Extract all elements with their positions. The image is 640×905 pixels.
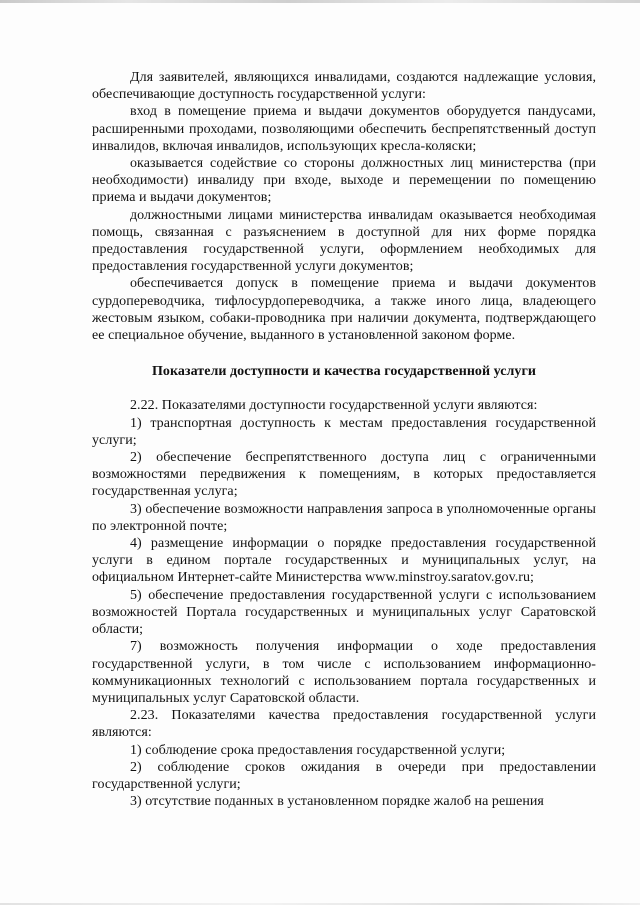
section-heading: Показатели доступности и качества государственной услуги bbox=[151, 364, 537, 380]
paragraph-help: должностными лицами министерства инвалидам оказывается необходимая помощь, связанная с разъяснением в доступной для них форме порядка предоставления государственной услуги, оформлением необходимых для предоставления государственной услуги документов; bbox=[92, 207, 596, 275]
paragraph-item-3: 3) обеспечение возможности направления запроса в уполномоченные органы по электронной почте; bbox=[92, 501, 596, 534]
paragraph-intro: Для заявителей, являющихся инвалидами, создаются надлежащие условия, обеспечивающие доступность государственной услуги: bbox=[92, 70, 596, 103]
paragraph-item-1: 1) транспортная доступность к местам предоставления государственной услуги; bbox=[92, 415, 596, 448]
paragraph-2-23: 2.23. Показателями качества предоставления государственной услуги являются: bbox=[92, 708, 596, 741]
paragraph-item-2: 2) обеспечение беспрепятственного доступа лиц с ограниченными возможностями передвижения к помещениям, в которых предоставляется государственная услуга; bbox=[92, 450, 596, 500]
paragraph-quality-2: 2) соблюдение сроков ожидания в очереди при предоставлении государственной услуги; bbox=[92, 759, 596, 792]
paragraph-admission: обеспечивается допуск в помещение приема и выдачи документов сурдопереводчика, тифлосурдопереводчика, а также иного лица, владеющего жестовым языком, собаки-проводника при наличии документа, подтверждающего ее специальное обучение, выданного в установленной законом форме. bbox=[92, 276, 596, 344]
paragraph-entrance: вход в помещение приема и выдачи документов оборудуется пандусами, расширенными проходами, позволяющими обеспечить беспрепятственный доступ инвалидов, включая инвалидов, использующих кресла-коляски; bbox=[92, 104, 596, 154]
paragraph-assistance: оказывается содействие со стороны должностных лиц министерства (при необходимости) инвалиду при входе, выходе и перемещении по помещению приема и выдачи документов; bbox=[92, 156, 596, 206]
paragraph-2-22: 2.22. Показателями доступности государственной услуги являются: bbox=[130, 398, 538, 414]
paragraph-quality-3: 3) отсутствие поданных в установленном порядке жалоб на решения bbox=[130, 794, 544, 810]
scan-edge-top bbox=[0, 0, 640, 3]
paragraph-item-4: 4) размещение информации о порядке предоставления государственной услуги в едином портале государственных и муниципальных услуг, на официальном Интернет-сайте Министерства www.minstroy.saratov.gov.ru; bbox=[92, 536, 596, 586]
paragraph-item-7: 7) возможность получения информации о ходе предоставления государственной услуги, в том числе с использованием информационно-коммуникационных технологий с использованием портала государственных и муниципальных услуг Саратовской области. bbox=[92, 639, 596, 706]
document-body bbox=[92, 69, 596, 810]
paragraph-item-5: 5) обеспечение предоставления государственной услуги с использованием возможностей Портала государственных и муниципальных услуг Саратовской области; bbox=[92, 587, 596, 638]
paragraph-quality-1: 1) соблюдение срока предоставления государственной услуги; bbox=[130, 742, 506, 758]
